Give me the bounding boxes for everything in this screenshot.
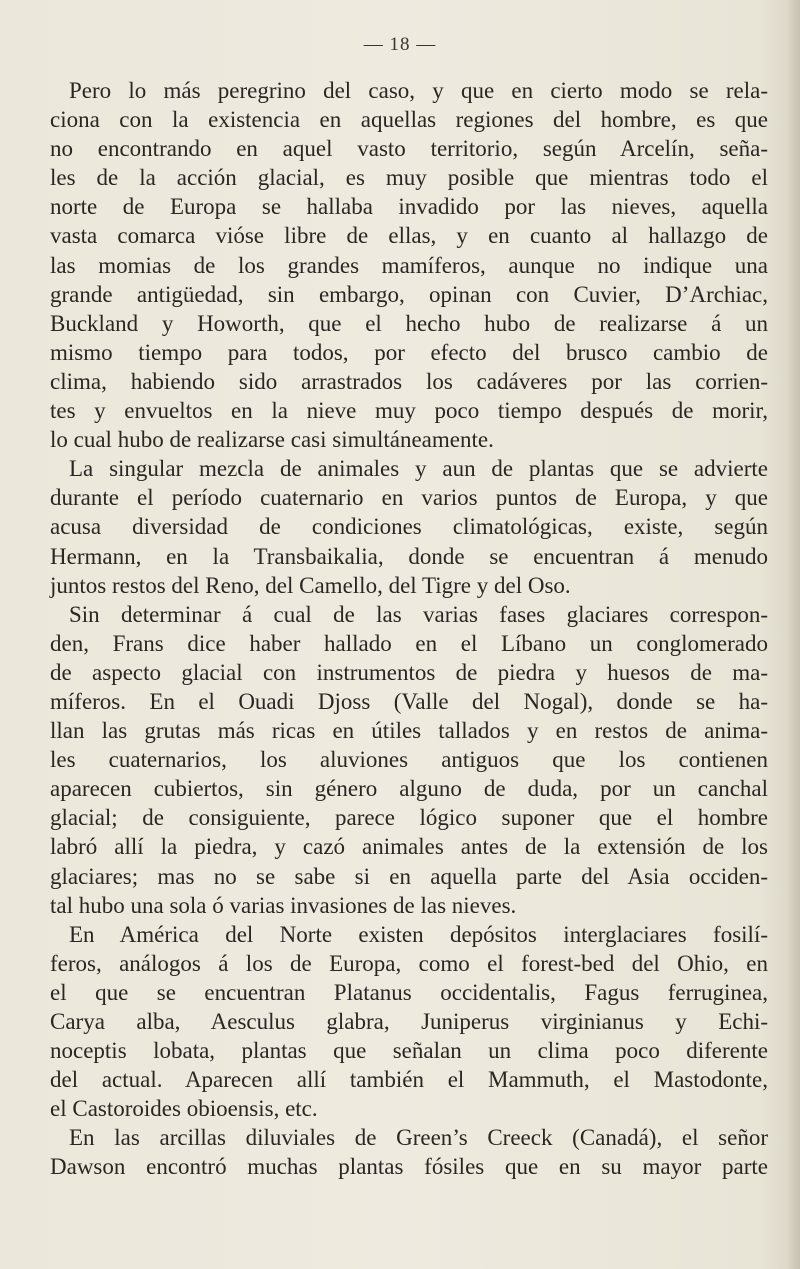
text-line: den, Frans dice haber hallado en el Líbano un conglomerado [50, 630, 768, 656]
text-line: Sin determinar á cual de las varias fases glaciares correspon- [69, 601, 768, 627]
text-line: tes y envueltos en la nieve muy poco tiempo después de morir, [50, 398, 768, 424]
text-line: tal hubo una sola ó varias invasiones de las nieves. [50, 892, 517, 918]
text-line: grande antigüedad, sin embargo, opinan con Cuvier, D’Archiac, [50, 281, 768, 307]
text-line: Pero lo más peregrino del caso, y que en cierto modo se rela- [69, 78, 768, 103]
text-line: clima, habiendo sido arrastrados los cadáveres por las corrien- [50, 368, 768, 394]
text-line: glacial; de consiguiente, parece lógico suponer que el hombre [50, 805, 768, 831]
text-line: míferos. En el Ouadi Djoss (Valle del Nogal), donde se ha- [50, 688, 768, 714]
text-line: el Castoroides obioensis, etc. [50, 1096, 318, 1122]
text-line: durante el período cuaternario en varios puntos de Europa, y que [50, 485, 768, 511]
text-line: vasta comarca vióse libre de ellas, y en cuanto al hallazgo de [50, 223, 768, 249]
text-line: mismo tiempo para todos, por efecto del brusco cambio de [50, 339, 768, 365]
text-line: En las arcillas diluviales de Green’s Creeck (Canadá), el señor [69, 1125, 768, 1151]
text-line: del actual. Aparecen allí también el Mammuth, el Mastodonte, [50, 1067, 768, 1093]
text-line: el que se encuentran Platanus occidentalis, Fagus ferruginea, [50, 979, 768, 1005]
text-line: de aspecto glacial con instrumentos de piedra y huesos de ma- [50, 659, 768, 685]
text-line: juntos restos del Reno, del Camello, del Tigre y del Oso. [50, 572, 571, 598]
text-line: noceptis lobata, plantas que señalan un clima poco diferente [50, 1038, 768, 1064]
text-line: acusa diversidad de condiciones climatológicas, existe, según [50, 514, 768, 540]
text-line: glaciares; mas no se sabe si en aquella parte del Asia occiden- [50, 863, 768, 889]
text-line: En América del Norte existen depósitos interglaciares fosilí- [69, 921, 768, 947]
page-edge-shadow [786, 0, 800, 1269]
text-line: les cuaternarios, los aluviones antiguos que los contienen [50, 747, 768, 773]
text-line: Hermann, en la Transbaikalia, donde se encuentran á menudo [50, 543, 768, 569]
text-line: llan las grutas más ricas en útiles tallados y en restos de anima- [50, 718, 768, 744]
text-line: Buckland y Howorth, que el hecho hubo de realizarse á un [50, 310, 768, 336]
text-line: lo cual hubo de realizarse casi simultáneamente. [50, 427, 494, 453]
text-line: norte de Europa se hallaba invadido por las nieves, aquella [50, 194, 768, 220]
text-line: las momias de los grandes mamíferos, aunque no indique una [50, 252, 768, 278]
text-line: aparecen cubiertos, sin género alguno de duda, por un canchal [50, 776, 768, 802]
text-line: les de la acción glacial, es muy posible que mientras todo el [50, 165, 768, 191]
page-number: — 18 — [363, 34, 437, 55]
text-line: labró allí la piedra, y cazó animales antes de la extensión de los [50, 834, 768, 860]
text-line: Carya alba, Aesculus glabra, Juniperus virginianus y Echi- [50, 1009, 768, 1034]
body-text [50, 76, 768, 1182]
text-line: La singular mezcla de animales y aun de plantas que se advierte [69, 456, 768, 482]
text-line: no encontrando en aquel vasto territorio, según Arcelín, seña- [50, 136, 768, 162]
text-line: ciona con la existencia en aquellas regiones del hombre, es que [50, 107, 768, 133]
text-line: feros, análogos á los de Europa, como el forest-bed del Ohio, en [50, 950, 768, 976]
text-line: Dawson encontró muchas plantas fósiles que en su mayor parte [50, 1154, 768, 1180]
